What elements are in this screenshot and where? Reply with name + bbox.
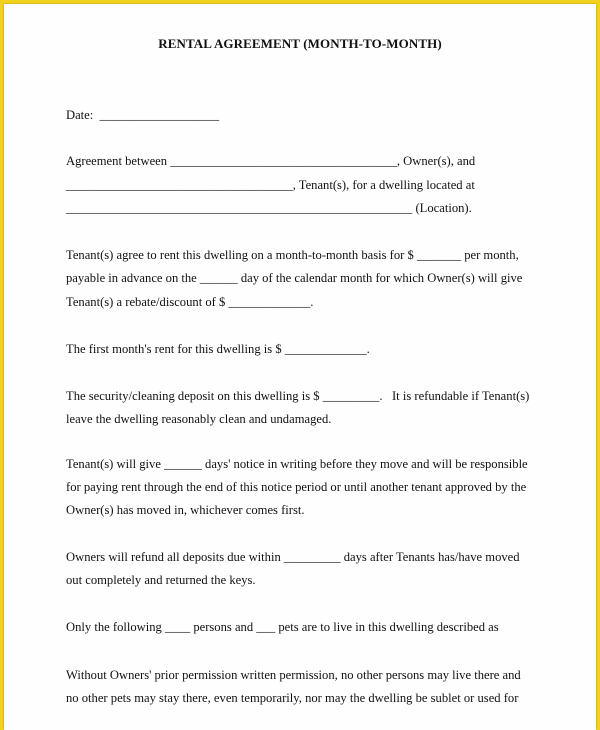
deposit-line-1: The security/cleaning deposit on this dwelling is $ _________. It is refundable if Tenant(s): [66, 389, 530, 403]
agreement-line-3: _______________________________________________________ (Location).: [66, 201, 472, 215]
notice-line-3: Owner(s) has moved in, whichever comes first.: [66, 503, 305, 517]
agreement-line-1: Agreement between ____________________________________, Owner(s), and: [66, 154, 476, 168]
notice-line-1: Tenant(s) will give ______ days' notice in writing before they move and will be responsible: [66, 457, 528, 471]
permission-line-2: no other pets may stay there, even temporarily, nor may the dwelling be sublet or used for: [66, 691, 519, 705]
date-line: Date: ___________________: [66, 108, 220, 122]
notice-line-2: for paying rent through the end of this notice period or until another tenant approved by the: [66, 480, 527, 494]
agreement-line-2: ____________________________________, Tenant(s), for a dwelling located at: [66, 178, 475, 192]
first-month-rent-line: The first month's rent for this dwelling is $ _____________.: [66, 342, 370, 356]
rent-terms-line-2: payable in advance on the ______ day of the calendar month for which Owner(s) will give: [66, 271, 523, 285]
document-title: RENTAL AGREEMENT (MONTH-TO-MONTH): [158, 36, 442, 51]
document-page: [4, 4, 596, 730]
refund-line-1: Owners will refund all deposits due within _________ days after Tenants has/have moved: [66, 550, 520, 564]
rent-terms-line-1: Tenant(s) agree to rent this dwelling on a month-to-month basis for $ _______ per month,: [66, 248, 519, 262]
deposit-line-2: leave the dwelling reasonably clean and undamaged.: [66, 412, 332, 426]
permission-line-1: Without Owners' prior permission written permission, no other persons may live there and: [66, 668, 521, 682]
refund-line-2: out completely and returned the keys.: [66, 573, 256, 587]
occupants-line: Only the following ____ persons and ___ pets are to live in this dwelling described as: [66, 620, 499, 634]
rent-terms-line-3: Tenant(s) a rebate/discount of $ _____________.: [66, 295, 314, 309]
